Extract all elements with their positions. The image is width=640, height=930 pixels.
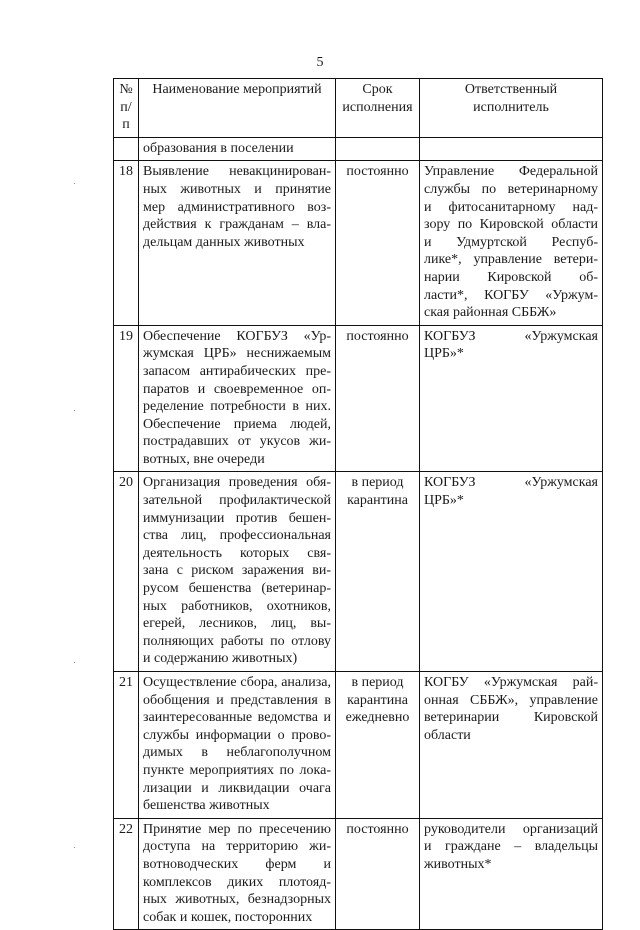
responsible-line: животных* bbox=[424, 856, 492, 872]
header-number bbox=[114, 79, 139, 138]
row-number: 18 bbox=[114, 161, 139, 325]
measure-name-line: Организация проведения обя- bbox=[143, 475, 331, 491]
responsible-line: руководители организаций bbox=[424, 821, 598, 837]
measure-name-line: вотных, вне очереди bbox=[143, 451, 265, 467]
measure-name-line: Осуществление сбора, анализа, bbox=[143, 675, 331, 690]
responsible-line: лике*, управление ветери- bbox=[424, 252, 598, 268]
page-number: 5 bbox=[316, 55, 324, 70]
header-term-line1: Срок bbox=[362, 82, 393, 97]
header-responsible-line2: исполнитель bbox=[473, 99, 549, 115]
measure-name-line: мер административного воз- bbox=[143, 199, 331, 215]
measure-name bbox=[139, 325, 336, 472]
measure-name-line: пункте мероприятиях по лока- bbox=[143, 762, 331, 778]
scan-mark bbox=[74, 183, 75, 184]
responsible bbox=[420, 672, 603, 819]
measure-name-line: пострадавших от укусов жи- bbox=[143, 434, 331, 450]
header-term-line2: исполнения bbox=[342, 99, 413, 115]
measure-name bbox=[139, 818, 336, 930]
measure-name-line: ства лиц, профессиональная bbox=[143, 528, 331, 544]
continuation-number-cell bbox=[114, 137, 139, 161]
measure-name-line: доступа на территорию жи- bbox=[143, 839, 331, 855]
measure-name bbox=[139, 161, 336, 325]
term-line: ежедневно bbox=[345, 710, 410, 726]
measure-name-line: обобщения и представления в bbox=[143, 692, 331, 708]
measure-name-line: полняющих работы по отлову bbox=[143, 633, 331, 649]
continuation-text: образования в поселении bbox=[139, 137, 336, 161]
header-number-line1: № bbox=[119, 82, 133, 97]
responsible-line: КОГБУЗ «Уржумская bbox=[424, 328, 598, 344]
measure-name bbox=[139, 672, 336, 819]
measure-name-line: русом бешенства (ветеринар- bbox=[143, 581, 331, 597]
measure-name-line: ных работников, охотников, bbox=[143, 598, 331, 614]
measure-name-line: вотноводческих ферм и bbox=[143, 856, 331, 872]
term bbox=[336, 161, 420, 325]
header-number-line2: п/п bbox=[120, 99, 132, 133]
header-responsible-line1: Ответственный bbox=[464, 82, 558, 97]
term-line: в период bbox=[351, 675, 404, 690]
responsible-line: и граждане – владельцы bbox=[424, 839, 598, 855]
term bbox=[336, 672, 420, 819]
measure-name-line: комплексов диких плотояд- bbox=[143, 874, 331, 890]
responsible bbox=[420, 161, 603, 325]
continuation-term-cell bbox=[336, 137, 420, 161]
measure-name-line: Выявление невакцинирован- bbox=[143, 164, 331, 180]
row-number: 22 bbox=[114, 818, 139, 930]
responsible-line: Управление Федеральной bbox=[424, 164, 598, 180]
scan-mark bbox=[74, 662, 75, 663]
measure-name-line: действия к гражданам – вла- bbox=[143, 217, 331, 233]
measure-name-line: егерей, лесников, лиц, вы- bbox=[143, 616, 331, 632]
measure-name-line: ных животных и принятие bbox=[143, 181, 331, 197]
term-line: постоянно bbox=[346, 328, 409, 344]
table-row bbox=[114, 161, 603, 325]
measure-name bbox=[139, 472, 336, 672]
header-responsible bbox=[420, 79, 603, 138]
term-line: постоянно bbox=[346, 164, 409, 180]
term-line: карантина bbox=[347, 692, 408, 708]
measure-name-line: паратов и своевременное оп- bbox=[143, 381, 331, 397]
term-line: в период bbox=[351, 475, 404, 491]
measure-name-line: зательной профилактической bbox=[143, 493, 331, 509]
scan-mark bbox=[74, 847, 75, 848]
responsible bbox=[420, 325, 603, 472]
header-term bbox=[336, 79, 420, 138]
measure-name-line: ных животных, безнадзорных bbox=[143, 892, 331, 908]
responsible-line: нарии Кировской об- bbox=[424, 269, 598, 285]
responsible-line: области bbox=[424, 727, 471, 743]
term bbox=[336, 472, 420, 672]
measure-name-line: жумская ЦРБ» неснижаемым bbox=[143, 346, 331, 362]
measure-name-line: ределение потребности в них. bbox=[143, 399, 331, 415]
measure-name-line: собак и кошек, посторонних bbox=[143, 909, 313, 925]
responsible-line: зору по Кировской области bbox=[424, 217, 598, 233]
header-measure-name: Наименование мероприятий bbox=[139, 79, 336, 138]
responsible-line: онная СББЖ», управление bbox=[424, 692, 598, 708]
responsible-line: и Удмуртской Респуб- bbox=[424, 234, 598, 250]
row-number: 21 bbox=[114, 672, 139, 819]
table-header-row bbox=[114, 79, 603, 138]
continuation-row bbox=[114, 137, 603, 161]
responsible-line: ветеринарии Кировской bbox=[424, 710, 598, 726]
measure-name-line: деятельность которых свя- bbox=[143, 545, 331, 561]
measure-name-line: службы информации о прово- bbox=[143, 727, 331, 743]
measure-name-line: бешенства животных bbox=[143, 798, 270, 814]
responsible-line: службы по ветеринарному bbox=[424, 181, 598, 197]
responsible-line: КОГБУЗ «Уржумская bbox=[424, 475, 598, 491]
measure-name-line: заинтересованные ведомства и bbox=[143, 710, 331, 726]
term-line: постоянно bbox=[346, 821, 409, 837]
term bbox=[336, 818, 420, 930]
scan-mark bbox=[74, 410, 75, 411]
measure-name-line: Принятие мер по пресечению bbox=[143, 821, 331, 837]
measure-name-line: лизации и ликвидации очага bbox=[143, 780, 331, 796]
responsible-line: ская районная СББЖ» bbox=[424, 305, 557, 321]
responsible bbox=[420, 818, 603, 930]
responsible-line: КОГБУ «Уржумская рай- bbox=[424, 675, 598, 690]
responsible-line: ЦРБ»* bbox=[424, 346, 464, 362]
measure-name-line: Обеспечение КОГБУЗ «Ур- bbox=[143, 328, 331, 344]
measure-name-line: димых в неблагополучном bbox=[143, 745, 331, 761]
row-number: 20 bbox=[114, 472, 139, 672]
measure-name-line: зана с риском заражения ви- bbox=[143, 563, 331, 579]
table-row bbox=[114, 325, 603, 472]
measure-name-line: и содержанию животных) bbox=[143, 651, 298, 667]
responsible bbox=[420, 472, 603, 672]
measure-name-line: дельцам данных животных bbox=[143, 234, 305, 250]
responsible-line: ЦРБ»* bbox=[424, 493, 464, 509]
row-number: 19 bbox=[114, 325, 139, 472]
responsible-line: и фитосанитарному над- bbox=[424, 199, 598, 215]
term bbox=[336, 325, 420, 472]
responsible-line: ласти*, КОГБУ «Уржум- bbox=[424, 287, 598, 303]
measure-name-line: запасом антирабических пре- bbox=[143, 363, 331, 379]
continuation-responsible-cell bbox=[420, 137, 603, 161]
table-row bbox=[114, 672, 603, 819]
table-row bbox=[114, 472, 603, 672]
measures-table bbox=[113, 78, 603, 930]
measure-name-line: Обеспечение приема людей, bbox=[143, 416, 331, 432]
term-line: карантина bbox=[347, 493, 408, 509]
measure-name-line: иммунизации против бешен- bbox=[143, 510, 331, 526]
table-row bbox=[114, 818, 603, 930]
